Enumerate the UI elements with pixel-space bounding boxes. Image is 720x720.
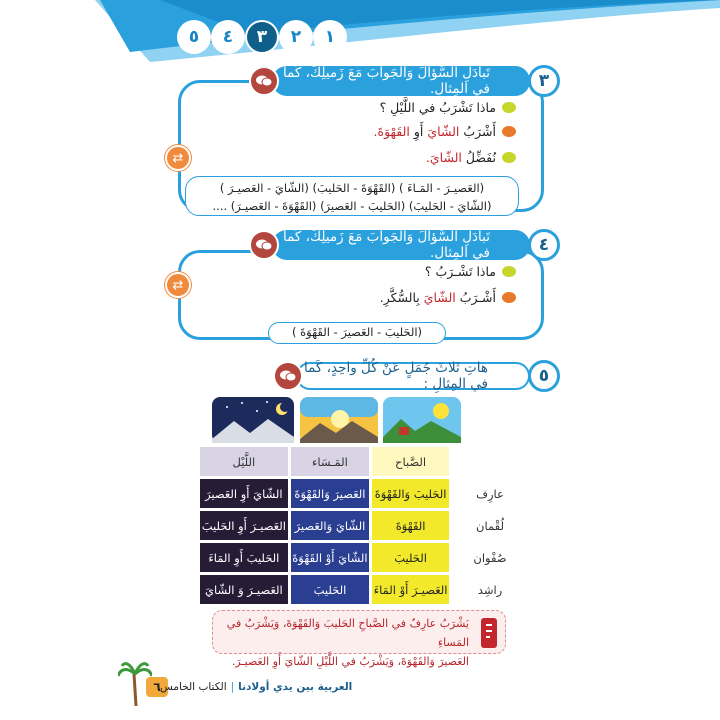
footer-title [160,678,352,696]
exercise-4-instruction: تَبادَلِ السُّؤالَ وَالجَوابَ مَعَ زَميلِكَ، كَما في المِثالِ. [283,229,490,261]
exercise-4-header [272,230,530,260]
row-name: راشِد [477,582,503,597]
exercise-5-number: ٥ [528,360,560,392]
exercise-3-question: ماذا تَشْرَبُ في اللَّيْلِ ؟ [280,100,516,115]
pair-work-icon: ⇄ [165,145,191,171]
exercise-3-options: (العَصيـرَ - المَـاءَ ) (القَهْوَةَ - الحَليبَ) (الشّايَ - العَصيـرَ ) (الشّايَ - الحَليبَ) (الحَليبَ - العَصيرَ) (القَهْوَةَ - العَصيـرَ) .... [185,176,519,216]
night-scene-icon [212,397,294,443]
speech-bubble-icon [502,102,516,113]
exercise-4-number: ٤ [528,229,560,261]
exercise-3-number: ٣ [528,65,560,97]
cell-evening: العَصيرَ وَالقَهْوَةَ [291,479,369,508]
tab-2[interactable]: ٢ [281,22,311,52]
page-number: ٦ [153,680,161,694]
morning-scene-icon [383,397,461,443]
pencil-icon [478,616,500,650]
cell-morning: الحَليبَ [372,543,449,572]
cell-night: الشّايَ أَوِ العَصيرَ [200,479,288,508]
cell-morning: العَصيـرَ أَوْ المَاءَ [372,575,449,604]
drinks-table [197,444,531,607]
pair-work-icon: ⇄ [165,272,191,298]
exercise-3-answer: أَشْرَبُ الشّايَ أَوِ القَهْوَةَ. [280,124,516,139]
exercise-4-question: ماذا تَشْـرَبُ ؟ [280,264,516,279]
header-night: اللَّيْل [200,447,288,476]
cell-morning: الحَليبَ وَالقَهْوَةَ [372,479,449,508]
row-name: صُفْوان [473,550,507,565]
cell-morning: القَهْوَةَ [372,511,449,540]
tab-4[interactable]: ٤ [213,22,243,52]
cell-night: الحَليبَ أَوِ المَاءَ [200,543,288,572]
exercise-5-instruction: هاتِ ثَلاثَ جُمَلٍ عَنْ كُلِّ واحِدٍ، كَما في المِثالِ : [304,360,488,392]
evening-scene-icon [300,397,378,443]
example-line-2: العَصيرَ وَالقَهْوَةَ، وَيَشْرَبُ في اللَّيْلِ الشّايَ أَوِ العَصيـرَ. [231,655,469,668]
tab-1[interactable]: ١ [315,22,345,52]
speech-bubble-icon [502,266,516,277]
cell-evening: الشّايَ أَوْ القَهْوَةَ [291,543,369,572]
exercise-3-header [272,66,530,96]
tab-5[interactable]: ٥ [179,22,209,52]
conversation-icon [273,361,303,391]
exercise-5-header [296,362,530,390]
speech-bubble-icon [502,152,516,163]
cell-night: العَصيـرَ أَوِ الحَليبَ [200,511,288,540]
row-name: لُقْمان [476,518,504,533]
table-row [200,543,528,572]
table-row [200,479,528,508]
table-row [200,575,528,604]
book-title: العربية بين يدي أولادنا [238,681,353,693]
tab-3[interactable]: ٣ [247,22,277,52]
conversation-icon [249,230,279,260]
exercise-4-options: (الحَليبَ - العَصيرَ - القَهْوَةَ ) [268,322,446,344]
row-name: عارِف [476,486,504,501]
exercise-4-answer: أَشْـرَبُ الشّايَ بِالسُّكَّرِ. [280,290,516,305]
cell-evening: الشّايَ وَالعَصيرَ [291,511,369,540]
footer-divider: | [230,681,235,693]
table-header-row [200,447,528,476]
header-evening: المَـسَاء [291,447,369,476]
exercise-3-instruction: تَبادَلِ السُّؤالَ وَالجَوابَ مَعَ زَميلِكَ، كَما في المِثالِ. [283,65,490,97]
example-box [212,610,506,668]
speech-bubble-icon [502,126,516,137]
exercise-3-followup: نُفَضِّلُ الشّايَ. [280,150,516,165]
conversation-icon [249,66,279,96]
cell-night: العَصيـرَ وَ الشّايَ [200,575,288,604]
book-part: الكتاب الخامس [160,681,227,693]
cell-evening: الحَليبَ [291,575,369,604]
table-corner [452,447,528,476]
header-morning: الصَّباح [372,447,449,476]
section-tabs [175,22,345,52]
example-line-1: يَشْرَبُ عارِفٌ في الصَّباحِ الحَليبَ وَالقَهْوَةَ، وَيَشْرَبُ في المَساءِ [226,617,469,649]
speech-bubble-icon [502,292,516,303]
table-row [200,511,528,540]
